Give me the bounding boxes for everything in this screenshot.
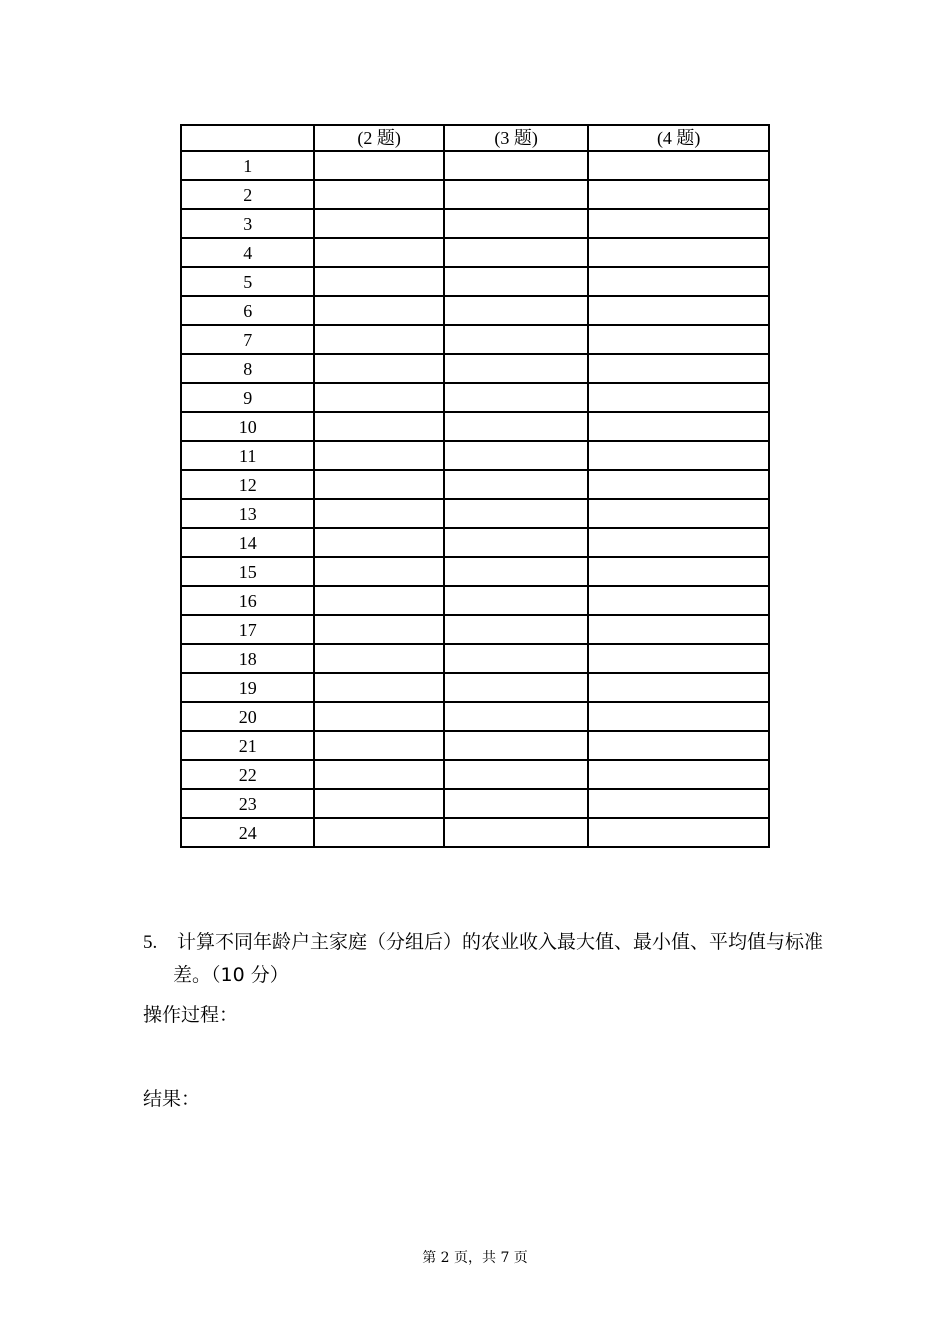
answer-cell[interactable] — [444, 267, 588, 296]
row-number-cell: 16 — [181, 586, 314, 615]
row-number-cell: 13 — [181, 499, 314, 528]
row-number-cell: 7 — [181, 325, 314, 354]
answer-cell[interactable] — [444, 180, 588, 209]
answer-cell[interactable] — [314, 644, 443, 673]
row-number-cell: 17 — [181, 615, 314, 644]
answer-cell[interactable] — [588, 238, 769, 267]
answer-cell[interactable] — [444, 818, 588, 847]
row-number-cell: 10 — [181, 412, 314, 441]
answer-cell[interactable] — [444, 673, 588, 702]
row-number-cell: 23 — [181, 789, 314, 818]
answer-cell[interactable] — [314, 267, 443, 296]
answer-cell[interactable] — [314, 296, 443, 325]
answer-cell[interactable] — [444, 151, 588, 180]
answer-cell[interactable] — [314, 731, 443, 760]
answer-cell[interactable] — [314, 412, 443, 441]
answer-cell[interactable] — [588, 441, 769, 470]
answer-cell[interactable] — [444, 586, 588, 615]
answer-cell[interactable] — [444, 354, 588, 383]
row-number-cell: 12 — [181, 470, 314, 499]
row-number-cell: 9 — [181, 383, 314, 412]
row-number-cell: 21 — [181, 731, 314, 760]
page-footer: 第 2 页，共 7 页 — [422, 1250, 528, 1266]
row-number-cell: 4 — [181, 238, 314, 267]
table-row — [181, 180, 769, 209]
answer-cell[interactable] — [314, 586, 443, 615]
table-header-row — [181, 125, 769, 151]
answer-cell[interactable] — [444, 557, 588, 586]
table-row — [181, 760, 769, 789]
answer-cell[interactable] — [588, 557, 769, 586]
question-number: 5. — [143, 932, 158, 953]
answer-cell[interactable] — [588, 267, 769, 296]
answer-table — [180, 124, 770, 848]
row-number-cell: 15 — [181, 557, 314, 586]
answer-cell[interactable] — [444, 296, 588, 325]
answer-cell[interactable] — [314, 673, 443, 702]
row-number-cell: 11 — [181, 441, 314, 470]
answer-cell[interactable] — [588, 470, 769, 499]
table-row — [181, 586, 769, 615]
answer-cell[interactable] — [588, 325, 769, 354]
table-row — [181, 528, 769, 557]
answer-cell[interactable] — [444, 731, 588, 760]
answer-cell[interactable] — [314, 238, 443, 267]
question-text-line2: 差。（10 分） — [173, 964, 289, 986]
answer-cell[interactable] — [314, 557, 443, 586]
answer-cell[interactable] — [588, 180, 769, 209]
row-number-cell: 6 — [181, 296, 314, 325]
answer-cell[interactable] — [444, 760, 588, 789]
table-row — [181, 267, 769, 296]
answer-cell[interactable] — [588, 789, 769, 818]
table-row — [181, 789, 769, 818]
table-row — [181, 731, 769, 760]
result-label: 结果： — [143, 1088, 201, 1110]
answer-cell[interactable] — [314, 702, 443, 731]
row-number-cell: 14 — [181, 528, 314, 557]
answer-cell[interactable] — [444, 644, 588, 673]
answer-cell[interactable] — [314, 528, 443, 557]
answer-cell[interactable] — [444, 209, 588, 238]
answer-cell[interactable] — [314, 383, 443, 412]
answer-cell[interactable] — [588, 615, 769, 644]
answer-cell[interactable] — [588, 296, 769, 325]
answer-cell[interactable] — [314, 499, 443, 528]
answer-cell[interactable] — [314, 354, 443, 383]
answer-cell[interactable] — [314, 180, 443, 209]
table-body — [181, 151, 769, 847]
table-row — [181, 470, 769, 499]
answer-cell[interactable] — [588, 702, 769, 731]
row-number-cell: 3 — [181, 209, 314, 238]
table-row — [181, 325, 769, 354]
answer-cell[interactable] — [588, 499, 769, 528]
header-cell-q3: (3 题) — [444, 125, 588, 151]
answer-cell[interactable] — [444, 412, 588, 441]
table-row — [181, 441, 769, 470]
answer-cell[interactable] — [444, 325, 588, 354]
answer-cell[interactable] — [588, 383, 769, 412]
row-number-cell: 20 — [181, 702, 314, 731]
answer-cell[interactable] — [314, 789, 443, 818]
header-cell-blank — [181, 125, 314, 151]
table-row — [181, 383, 769, 412]
answer-cell[interactable] — [588, 731, 769, 760]
question-5 — [143, 926, 823, 991]
table-row — [181, 238, 769, 267]
row-number-cell: 18 — [181, 644, 314, 673]
answer-cell[interactable] — [444, 615, 588, 644]
answer-cell[interactable] — [588, 673, 769, 702]
answer-cell[interactable] — [588, 209, 769, 238]
table-row — [181, 615, 769, 644]
answer-cell[interactable] — [588, 818, 769, 847]
answer-cell[interactable] — [314, 818, 443, 847]
process-label: 操作过程： — [143, 1004, 239, 1026]
table-row — [181, 818, 769, 847]
question-text-line1: 计算不同年龄户主家庭（分组后）的农业收入最大值、最小值、平均值与标准 — [177, 931, 824, 953]
answer-cell[interactable] — [314, 325, 443, 354]
table-row — [181, 209, 769, 238]
answer-cell[interactable] — [314, 760, 443, 789]
answer-cell[interactable] — [444, 238, 588, 267]
row-number-cell: 19 — [181, 673, 314, 702]
row-number-cell: 2 — [181, 180, 314, 209]
answer-cell[interactable] — [444, 528, 588, 557]
row-number-cell: 22 — [181, 760, 314, 789]
answer-cell[interactable] — [314, 209, 443, 238]
answer-cell[interactable] — [588, 354, 769, 383]
table-row — [181, 673, 769, 702]
table-row — [181, 557, 769, 586]
answer-cell[interactable] — [588, 760, 769, 789]
answer-cell[interactable] — [588, 586, 769, 615]
answer-cell[interactable] — [444, 383, 588, 412]
answer-cell[interactable] — [314, 151, 443, 180]
header-cell-q4: (4 题) — [588, 125, 769, 151]
table-row — [181, 354, 769, 383]
header-cell-q2: (2 题) — [314, 125, 443, 151]
answer-cell[interactable] — [444, 441, 588, 470]
answer-cell[interactable] — [588, 528, 769, 557]
table-row — [181, 499, 769, 528]
table-row — [181, 702, 769, 731]
answer-cell[interactable] — [314, 470, 443, 499]
answer-cell[interactable] — [314, 615, 443, 644]
table-row — [181, 412, 769, 441]
table-row — [181, 296, 769, 325]
answer-cell[interactable] — [314, 441, 443, 470]
table-row — [181, 644, 769, 673]
answer-cell[interactable] — [444, 789, 588, 818]
answer-cell[interactable] — [444, 470, 588, 499]
answer-cell[interactable] — [588, 412, 769, 441]
table-row — [181, 151, 769, 180]
answer-cell[interactable] — [444, 499, 588, 528]
answer-cell[interactable] — [588, 644, 769, 673]
row-number-cell: 1 — [181, 151, 314, 180]
row-number-cell: 8 — [181, 354, 314, 383]
row-number-cell: 5 — [181, 267, 314, 296]
row-number-cell: 24 — [181, 818, 314, 847]
answer-cell[interactable] — [588, 151, 769, 180]
answer-cell[interactable] — [444, 702, 588, 731]
